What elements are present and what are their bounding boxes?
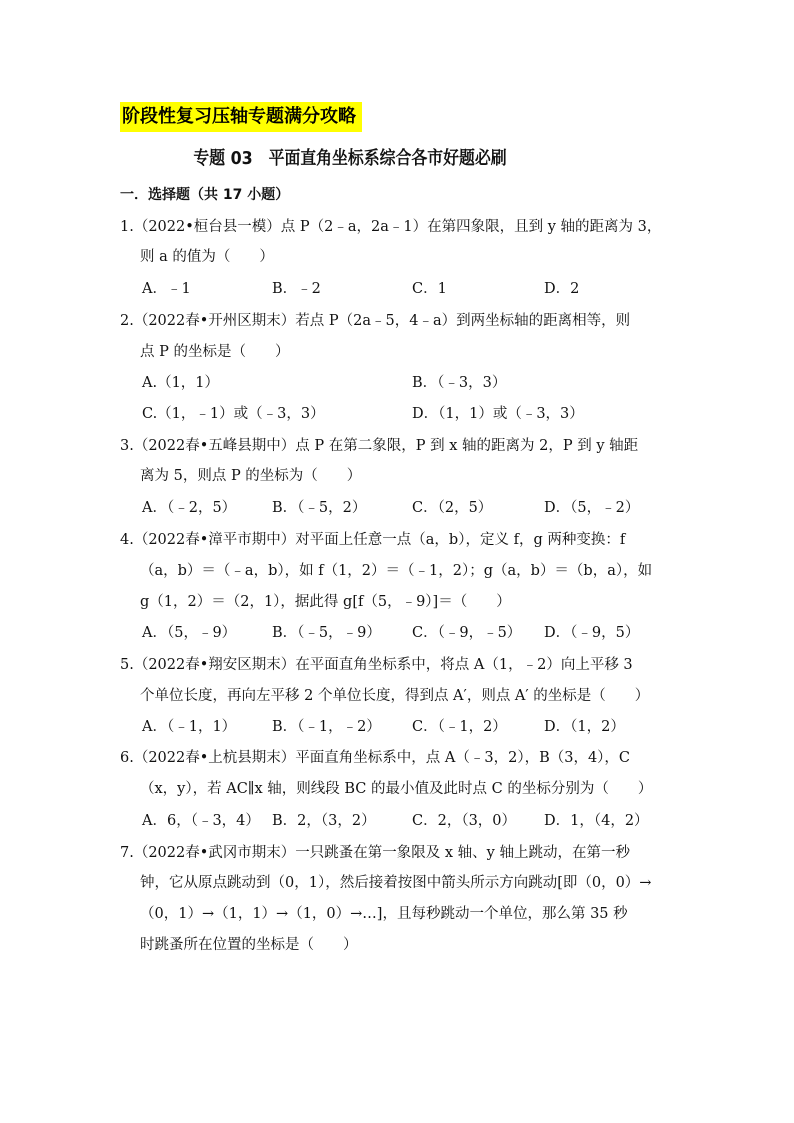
- question-3-line-1: 3.（2022春•五峰县期中）点 P 在第二象限，P 到 x 轴的距离为 2，P 到 y 轴距: [120, 438, 639, 454]
- question-6-option-c: C．2，（3，0）: [412, 813, 517, 829]
- question-3-option-c: C．（2，5）: [412, 500, 493, 516]
- question-5-option-c: C．（﹣1，2）: [412, 719, 507, 735]
- question-5-line-1: 5.（2022春•翔安区期末）在平面直角坐标系中，将点 A（1，﹣2）向上平移 3: [120, 657, 633, 673]
- question-7-line-4: 时跳蚤所在位置的坐标是（ ）: [140, 937, 358, 953]
- question-6-option-b: B．2，（3，2）: [272, 813, 376, 829]
- question-5-line-2: 个单位长度，再向左平移 2 个单位长度，得到点 A′，则点 A′ 的坐标是（ ）: [140, 688, 650, 704]
- question-7-line-2: 钟，它从原点跳动到（0，1），然后接着按图中箭头所示方向跳动[即（0，0）→: [140, 875, 652, 891]
- page-title: 专题 03 平面直角坐标系综合各市好题必刷: [193, 148, 507, 169]
- question-2-option-b: B．（﹣3，3）: [412, 375, 507, 391]
- question-7-line-3: （0，1）→（1，1）→（1，0）→…]，且每秒跳动一个单位，那么第 35 秒: [140, 906, 628, 922]
- question-1-option-d: D．2: [544, 281, 580, 297]
- question-3-option-b: B．（﹣5，2）: [272, 500, 367, 516]
- question-7-line-1: 7.（2022春•武冈市期末）一只跳蚤在第一象限及 x 轴、y 轴上跳动，在第一秒: [120, 845, 630, 861]
- question-4-line-1: 4.（2022春•漳平市期中）对平面上任意一点（a，b），定义 f，g 两种变换：f: [120, 532, 626, 548]
- question-2-option-a: A.（1，1）: [142, 375, 220, 391]
- question-1-option-a: A．﹣1: [142, 281, 191, 297]
- question-3-option-a: A．（﹣2，5）: [142, 500, 237, 516]
- question-5-option-a: A．（﹣1，1）: [142, 719, 237, 735]
- question-4-option-a: A．（5，﹣9）: [142, 625, 237, 641]
- question-4-option-c: C．（﹣9，﹣5）: [412, 625, 522, 641]
- question-1-option-c: C．1: [412, 281, 447, 297]
- question-3-line-2: 离为 5，则点 P 的坐标为（ ）: [140, 468, 362, 484]
- question-4-option-d: D．（﹣9，5）: [544, 625, 640, 641]
- question-1-option-b: B．﹣2: [272, 281, 321, 297]
- question-5-option-d: D．（1，2）: [544, 719, 625, 735]
- question-5-option-b: B．（﹣1，﹣2）: [272, 719, 381, 735]
- series-banner: 阶段性复习压轴专题满分攻略: [120, 102, 362, 132]
- question-1-line-2: 则 a 的值为（ ）: [140, 249, 274, 265]
- question-2-line-2: 点 P 的坐标是（ ）: [140, 344, 290, 360]
- question-6-option-d: D．1，（4，2）: [544, 813, 649, 829]
- question-4-line-2: （a，b）＝（﹣a，b），如 f（1，2）＝（﹣1，2）；g（a，b）＝（b，a），如: [140, 563, 653, 579]
- question-6-option-a: A．6，（﹣3，4）: [142, 813, 260, 829]
- question-2-option-d: D．（1，1）或（﹣3，3）: [412, 406, 584, 422]
- question-2-line-1: 2.（2022春•开州区期末）若点 P（2a﹣5，4﹣a）到两坐标轴的距离相等，则: [120, 313, 631, 329]
- question-3-option-d: D．（5，﹣2）: [544, 500, 640, 516]
- question-6-line-2: （x，y），若 AC∥x 轴，则线段 BC 的最小值及此时点 C 的坐标分别为（ ）: [140, 781, 653, 797]
- question-1-line-1: 1.（2022•桓台县一模）点 P（2﹣a，2a﹣1）在第四象限，且到 y 轴的距离为 3，: [120, 219, 662, 235]
- question-6-line-1: 6.（2022春•上杭县期末）平面直角坐标系中，点 A（﹣3，2），B（3，4），C: [120, 750, 631, 766]
- question-2-option-c: C.（1，﹣1）或（﹣3，3）: [142, 406, 325, 422]
- question-4-line-3: g（1，2）＝（2，1），据此得 g[f（5，﹣9）]＝（ ）: [140, 594, 511, 610]
- question-4-option-b: B．（﹣5，﹣9）: [272, 625, 381, 641]
- section-heading: 一．选择题（共 17 小题）: [120, 187, 290, 203]
